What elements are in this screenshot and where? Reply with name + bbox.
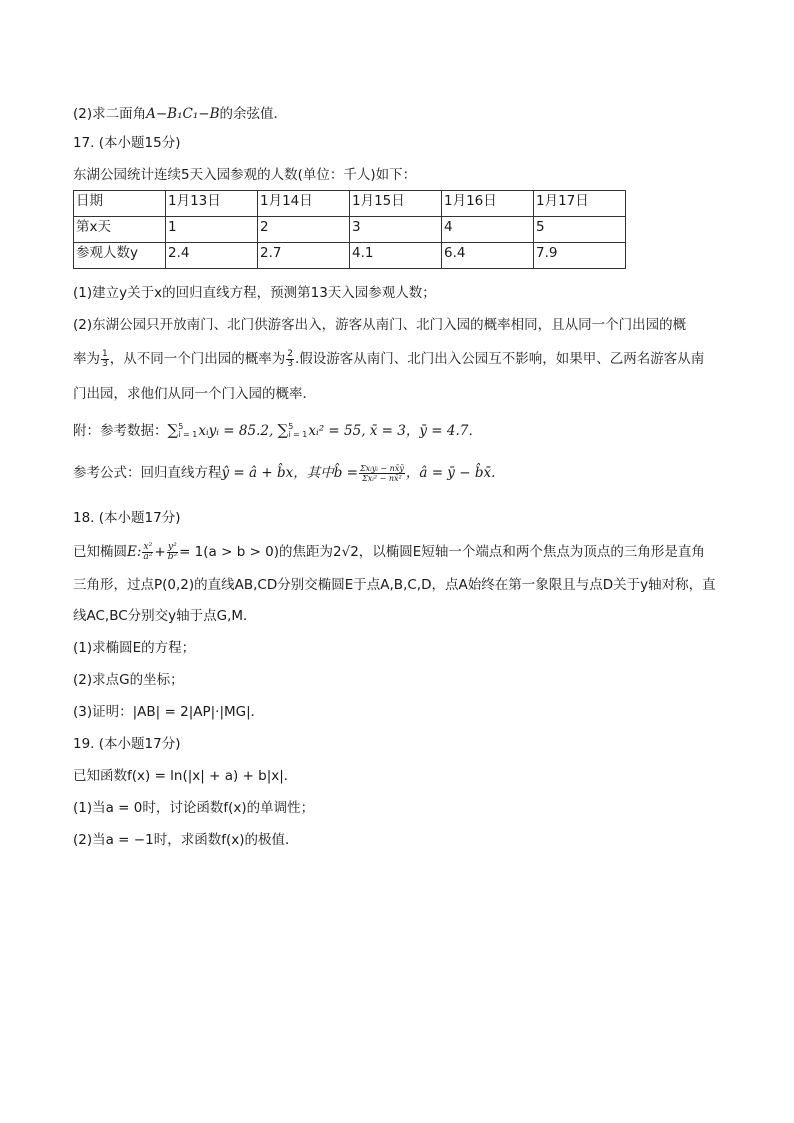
q18-header: 18. (本小题17分) — [73, 510, 181, 526]
q18-line1 — [73, 542, 705, 562]
table-header-cell: 1月13日 — [166, 191, 258, 217]
table-cell: 1 — [166, 217, 258, 243]
fraction-x2-a2 — [142, 543, 153, 562]
visitor-table — [73, 190, 626, 269]
q19-part2: (2)当a = −1时，求函数f(x)的极值． — [73, 832, 299, 848]
q18-line3: 线AC,BC分别交y轴于点G,M． — [73, 608, 257, 624]
fraction-one-third — [101, 350, 109, 369]
fraction-y2-b2 — [167, 543, 178, 562]
fraction-numerator: 2 — [287, 348, 293, 359]
q17-reference-formula — [73, 463, 495, 483]
reference-data-sum-x2: xᵢ² = 55, — [308, 423, 366, 439]
b-hat-symbol: b̂ = — [333, 465, 358, 481]
table-cell: 2.4 — [166, 243, 258, 269]
table-cell: 2 — [258, 217, 350, 243]
reference-data-sum-xy: xᵢyᵢ = 85.2, — [198, 423, 274, 439]
sum-upper-limit: 5 — [178, 422, 184, 431]
q18-text-a: 已知椭圆 — [73, 544, 127, 560]
fraction-denominator: 3 — [287, 358, 293, 369]
fraction-numerator: Σxᵢyᵢ − nx̄ȳ — [359, 463, 404, 473]
table-row — [74, 191, 626, 217]
q18-part3: (3)证明：|AB| = 2|AP|·|MG|． — [73, 704, 265, 720]
q17-header: 17. (本小题15分) — [73, 135, 181, 151]
table-cell: 6.4 — [442, 243, 534, 269]
sum-lower-limit: i = 1 — [178, 430, 198, 439]
reference-data-means: x̄ = 3，ȳ = 4.7． — [369, 423, 482, 439]
q19-line1: 已知函数f(x) = ln(|x| + a) + b|x|． — [73, 768, 298, 784]
q19-header: 19. (本小题17分) — [73, 736, 181, 752]
table-row-label: 第x天 — [74, 217, 166, 243]
fraction-denominator: b² — [167, 551, 178, 562]
q17-part2-text-a: 率为 — [73, 351, 100, 367]
table-row — [74, 243, 626, 269]
q17-part2-line2 — [73, 349, 704, 369]
table-row — [74, 217, 626, 243]
table-header-cell: 日期 — [74, 191, 166, 217]
table-cell: 4.1 — [350, 243, 442, 269]
table-header-cell: 1月16日 — [442, 191, 534, 217]
reference-formula-label: 参考公式：回归直线方程 — [73, 465, 222, 481]
table-cell: 2.7 — [258, 243, 350, 269]
b-hat-fraction — [359, 464, 405, 483]
q17-part2-line1: (2)东湖公园只开放南门、北门供游客出入，游客从南门、北门入园的概率相同，且从同一个门出园的概 — [73, 317, 687, 333]
q19-part1: (1)当a = 0时，讨论函数f(x)的单调性； — [73, 800, 315, 816]
q16-part2 — [73, 104, 287, 124]
regression-equation: ŷ = â + b̂x，其中 — [221, 465, 334, 481]
sum-limits — [288, 423, 307, 439]
q17-part2-line3: 门出园，求他们从同一个门入园的概率． — [73, 386, 316, 402]
table-header-cell: 1月14日 — [258, 191, 350, 217]
table-row-label: 参观人数y — [74, 243, 166, 269]
sum-symbol-icon: ∑ — [167, 421, 179, 439]
reference-data-label: 附：参考数据： — [73, 423, 168, 439]
q18-part2: (2)求点G的坐标； — [73, 672, 184, 688]
fraction-numerator: 1 — [102, 348, 108, 359]
a-hat-formula: ，â = ȳ − b̂x̄. — [405, 465, 496, 481]
q17-intro: 东湖公园统计连续5天入园参观的人数(单位：千人)如下： — [73, 167, 417, 183]
q16-part2-math: A−B₁C₁−B — [146, 106, 220, 122]
table-cell: 3 — [350, 217, 442, 243]
sum-lower-limit: i = 1 — [288, 430, 308, 439]
q17-part1: (1)建立y关于x的回归直线方程，预测第13天入园参观人数； — [73, 285, 436, 301]
fraction-two-thirds — [286, 350, 294, 369]
q18-text-b: = 1(a > b > 0)的焦距为2√2，以椭圆E短轴一个端点和两个焦点为顶点的三角形是直角 — [179, 544, 705, 560]
plus-sign: + — [154, 544, 166, 560]
q16-part2-tail: 的余弦值． — [219, 106, 287, 122]
fraction-numerator: y² — [168, 541, 177, 552]
table-header-cell: 1月15日 — [350, 191, 442, 217]
q17-reference-data — [73, 420, 482, 441]
table-cell: 7.9 — [534, 243, 626, 269]
fraction-denominator: a² — [143, 551, 153, 562]
q16-part2-text: (2)求二面角 — [73, 106, 147, 122]
q18-part1: (1)求椭圆E的方程； — [73, 640, 196, 656]
sum-limits — [178, 423, 197, 439]
fraction-denominator: 3 — [102, 358, 108, 369]
fraction-numerator: x² — [143, 541, 153, 552]
q17-part2-text-b: ，从不同一个门出园的概率为 — [109, 351, 286, 367]
table-header-cell: 1月17日 — [534, 191, 626, 217]
sum-upper-limit: 5 — [288, 422, 294, 431]
sum-symbol-icon: ∑ — [277, 421, 289, 439]
fraction-denominator: Σxᵢ² − nx̄² — [362, 473, 402, 483]
q17-part2-text-c: .假设游客从南门、北门出入公园互不影响，如果甲、乙两名游客从南 — [294, 351, 705, 367]
q18-line2: 三角形，过点P(0,2)的直线AB,CD分别交椭圆E于点A,B,C,D，点A始终在第一象限且与点D关于y轴对称，直 — [73, 577, 716, 593]
table-cell: 4 — [442, 217, 534, 243]
ellipse-label: E: — [127, 544, 142, 560]
table-cell: 5 — [534, 217, 626, 243]
